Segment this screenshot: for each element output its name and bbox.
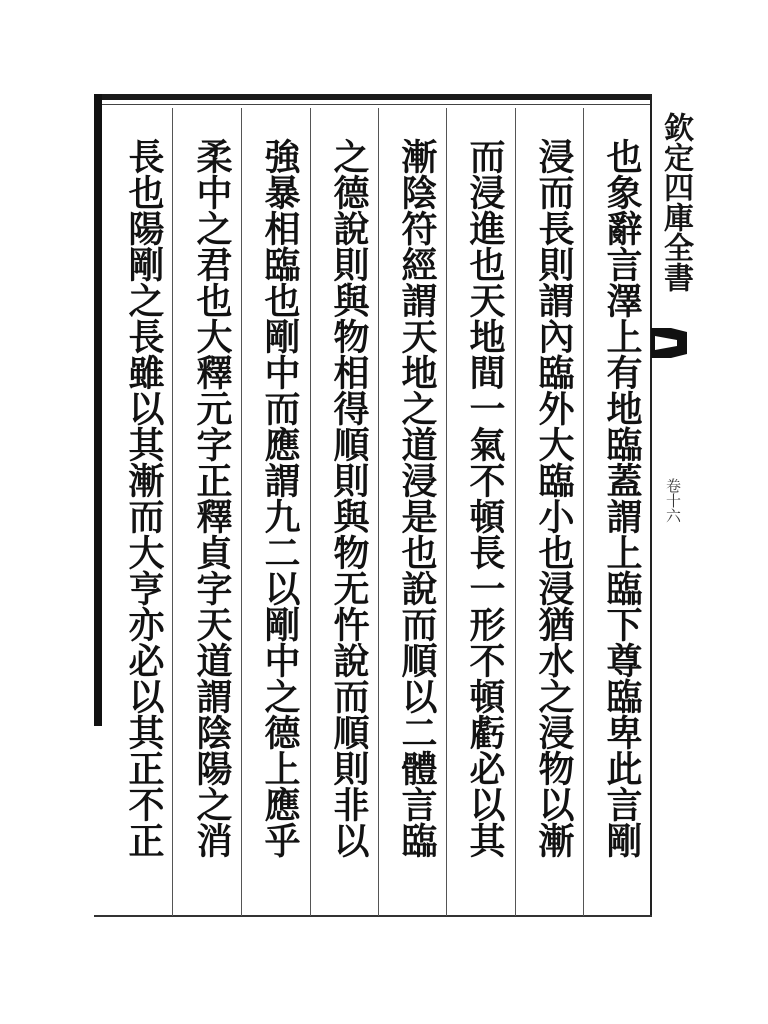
column-rule	[310, 108, 311, 916]
margin-volume-label: 卷十六	[664, 478, 682, 523]
text-column-1: 也象辭言澤上有地臨蓋謂上臨下尊臨卑此言剛	[601, 138, 643, 858]
text-column-4: 漸陰符經謂天地之道浸是也說而順以二體言臨	[396, 138, 438, 858]
frame-left-border	[94, 94, 102, 726]
text-column-8: 長也陽剛之長雖以其漸而大亨亦必以其正不正	[123, 138, 165, 858]
column-rule	[446, 108, 447, 916]
text-column-5: 之德說則與物相得順則與物无忤說而順則非以	[328, 138, 370, 858]
text-column-3: 而浸進也天地間一氣不頓長一形不頓虧必以其	[464, 138, 506, 858]
column-rule	[583, 108, 584, 916]
column-rule	[172, 108, 173, 916]
frame-top-inner-line	[100, 104, 652, 105]
frame-top-border	[94, 94, 652, 100]
column-rule	[241, 108, 242, 916]
fishtail-mark-icon	[651, 328, 687, 358]
column-rule	[378, 108, 379, 916]
column-rule	[515, 108, 516, 916]
text-column-2: 浸而長則謂內臨外大臨小也浸猶水之浸物以漸	[533, 138, 575, 858]
frame-right-border	[650, 94, 652, 916]
margin-book-title: 欽定四庫全書	[658, 112, 693, 292]
text-column-6: 強暴相臨也剛中而應謂九二以剛中之德上應乎	[259, 138, 301, 858]
frame-bottom-border	[94, 915, 652, 917]
text-column-7: 柔中之君也大釋元字正釋貞字天道謂陰陽之消	[191, 138, 233, 858]
